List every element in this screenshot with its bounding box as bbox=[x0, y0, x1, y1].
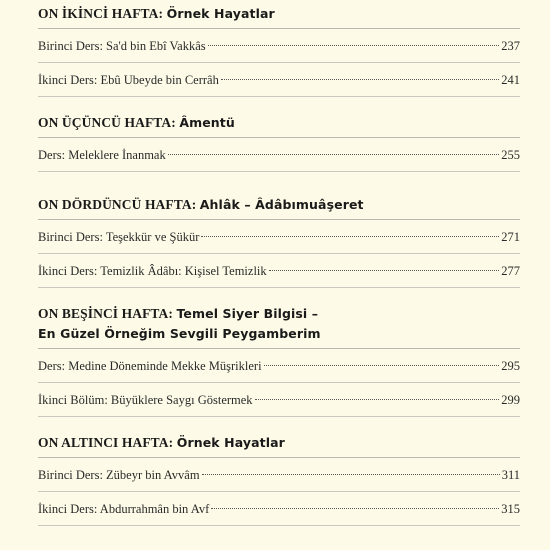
week-topic: Örnek Hayatlar bbox=[166, 6, 275, 21]
entry-title: İkinci Ders: Ebû Ubeyde bin Cerrâh bbox=[38, 73, 219, 87]
section-title bbox=[38, 4, 520, 24]
divider bbox=[38, 96, 520, 97]
week-topic: Temel Siyer Bilgisi – bbox=[176, 306, 319, 321]
week-label: ON DÖRDÜNCÜ HAFTA: bbox=[38, 197, 197, 212]
toc-entry[interactable] bbox=[38, 70, 520, 90]
section-title bbox=[38, 304, 520, 324]
week-label: ON BEŞİNCİ HAFTA: bbox=[38, 306, 173, 321]
divider bbox=[38, 171, 520, 172]
section-title-line2 bbox=[38, 324, 520, 344]
week-topic: Âmentü bbox=[179, 115, 235, 130]
toc-entry[interactable] bbox=[38, 227, 520, 247]
page-number: 271 bbox=[501, 230, 520, 244]
dot-leader bbox=[208, 45, 500, 46]
week-topic: Ahlâk – Âdâbımuâşeret bbox=[199, 197, 364, 212]
week-label: ON ÜÇÜNCÜ HAFTA: bbox=[38, 115, 176, 130]
dot-leader bbox=[264, 365, 500, 366]
page-number: 299 bbox=[501, 393, 520, 407]
entry-title: Ders: Medine Döneminde Mekke Müşrikleri bbox=[38, 359, 262, 373]
toc-section bbox=[38, 304, 520, 417]
section-title bbox=[38, 433, 520, 453]
toc-section bbox=[38, 195, 520, 288]
toc-entry[interactable] bbox=[38, 465, 520, 485]
divider bbox=[38, 348, 520, 349]
divider bbox=[38, 525, 520, 526]
entry-title: İkinci Bölüm: Büyüklere Saygı Göstermek bbox=[38, 393, 253, 407]
toc-section bbox=[38, 433, 520, 526]
week-topic: Örnek Hayatlar bbox=[176, 435, 285, 450]
entry-title: Birinci Ders: Zübeyr bin Avvâm bbox=[38, 468, 200, 482]
entry-title: Birinci Ders: Sa'd bin Ebî Vakkâs bbox=[38, 39, 206, 53]
divider bbox=[38, 253, 520, 254]
dot-leader bbox=[201, 236, 499, 237]
dot-leader bbox=[221, 79, 499, 80]
section-title bbox=[38, 113, 520, 133]
divider bbox=[38, 287, 520, 288]
toc-entry[interactable] bbox=[38, 261, 520, 281]
divider bbox=[38, 28, 520, 29]
divider bbox=[38, 219, 520, 220]
dot-leader bbox=[269, 270, 500, 271]
divider bbox=[38, 382, 520, 383]
week-label: ON İKİNCİ HAFTA: bbox=[38, 6, 164, 21]
week-topic-continued: En Güzel Örneğim Sevgili Peygamberim bbox=[38, 326, 321, 341]
page-number: 237 bbox=[501, 39, 520, 53]
entry-title: Ders: Meleklere İnanmak bbox=[38, 148, 166, 162]
dot-leader bbox=[168, 154, 500, 155]
page-number: 311 bbox=[501, 468, 520, 482]
toc-section bbox=[38, 113, 520, 172]
week-label: ON ALTINCI HAFTA: bbox=[38, 435, 174, 450]
page-number: 241 bbox=[501, 73, 520, 87]
toc-entry[interactable] bbox=[38, 390, 520, 410]
dot-leader bbox=[255, 399, 500, 400]
dot-leader bbox=[211, 508, 499, 509]
divider bbox=[38, 137, 520, 138]
section-title bbox=[38, 195, 520, 215]
toc-entry[interactable] bbox=[38, 36, 520, 56]
divider bbox=[38, 491, 520, 492]
toc-entry[interactable] bbox=[38, 356, 520, 376]
entry-title: Birinci Ders: Teşekkür ve Şükür bbox=[38, 230, 200, 244]
toc-entry[interactable] bbox=[38, 145, 520, 165]
toc-section bbox=[38, 4, 520, 97]
entry-title: İkinci Ders: Abdurrahmân bin Avf bbox=[38, 502, 210, 516]
divider bbox=[38, 416, 520, 417]
toc-entry[interactable] bbox=[38, 499, 520, 519]
page-number: 255 bbox=[501, 148, 520, 162]
divider bbox=[38, 62, 520, 63]
page-number: 295 bbox=[501, 359, 520, 373]
entry-title: İkinci Ders: Temizlik Âdâbı: Kişisel Temizlik bbox=[38, 264, 267, 278]
dot-leader bbox=[202, 474, 500, 475]
page-number: 277 bbox=[501, 264, 520, 278]
page-number: 315 bbox=[501, 502, 520, 516]
divider bbox=[38, 457, 520, 458]
